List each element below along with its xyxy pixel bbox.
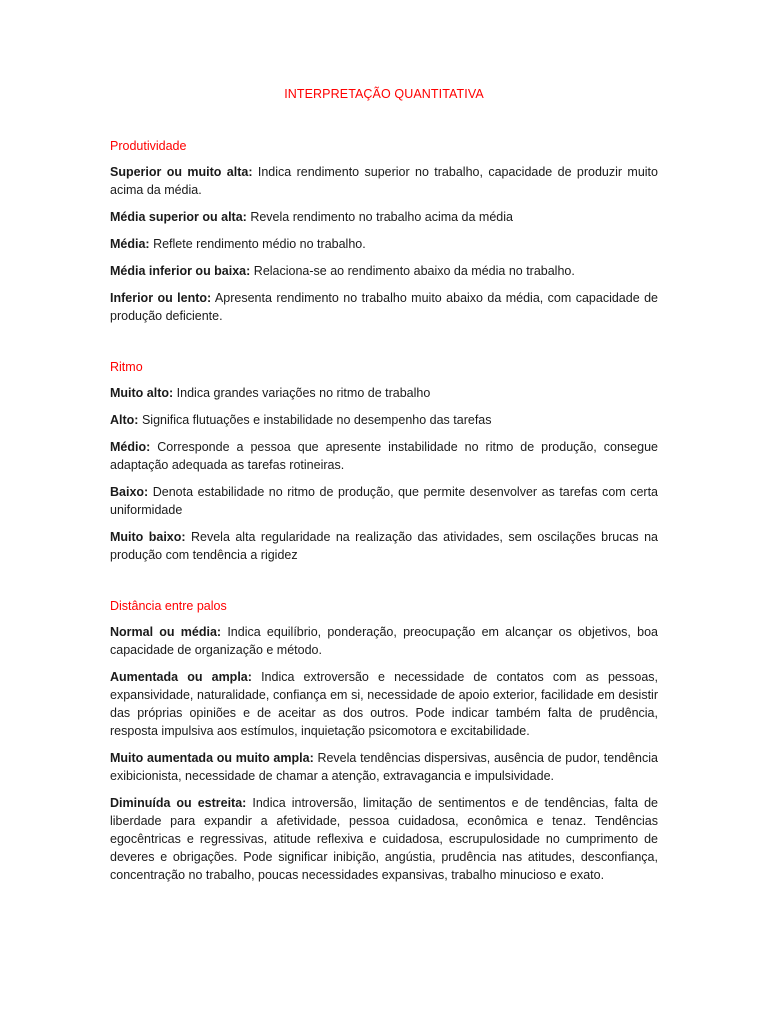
definition-text: Corresponde a pessoa que apresente instabilidade no ritmo de produção, consegue adaptação adequada as tarefas rotineiras. — [110, 440, 658, 472]
definition-item — [110, 411, 658, 429]
definition-text: Indica rendimento superior no trabalho, capacidade de produzir muito acima da média. — [110, 165, 658, 197]
definition-item — [110, 384, 658, 402]
definition-item — [110, 794, 658, 884]
definition-term: Muito alto: — [110, 386, 174, 400]
definition-term: Muito baixo: — [110, 530, 186, 544]
section-produtividade — [110, 138, 658, 325]
definition-term: Baixo: — [110, 485, 149, 499]
definition-text: Revela alta regularidade na realização das atividades, sem oscilações brucas na produção com tendência a rigidez — [110, 530, 658, 562]
definition-item — [110, 235, 658, 253]
definition-term: Média superior ou alta: — [110, 210, 247, 224]
definition-text: Relaciona-se ao rendimento abaixo da média no trabalho. — [253, 264, 575, 278]
definition-item — [110, 749, 658, 785]
definition-text: Revela rendimento no trabalho acima da média — [250, 210, 513, 224]
definition-term: Inferior ou lento: — [110, 291, 212, 305]
definition-term: Médio: — [110, 440, 151, 454]
definition-item — [110, 623, 658, 659]
definition-item — [110, 208, 658, 226]
definition-text: Significa flutuações e instabilidade no desempenho das tarefas — [141, 413, 492, 427]
definition-term: Diminuída ou estreita: — [110, 796, 247, 810]
definition-text: Apresenta rendimento no trabalho muito abaixo da média, com capacidade de produção deficiente. — [110, 291, 658, 323]
definition-term: Superior ou muito alta: — [110, 165, 253, 179]
definition-item — [110, 668, 658, 740]
definition-term: Muito aumentada ou muito ampla: — [110, 751, 314, 765]
section-heading: Produtividade — [110, 139, 187, 153]
definition-item — [110, 438, 658, 474]
definition-item — [110, 289, 658, 325]
definition-text: Reflete rendimento médio no trabalho. — [153, 237, 366, 251]
definition-text: Denota estabilidade no ritmo de produção, que permite desenvolver as tarefas com certa uniformidade — [110, 485, 658, 517]
definition-text: Indica equilíbrio, ponderação, preocupação em alcançar os objetivos, boa capacidade de organização e método. — [110, 625, 658, 657]
section-distancia-entre-palos — [110, 598, 658, 884]
definition-item — [110, 483, 658, 519]
section-ritmo — [110, 359, 658, 564]
definition-term: Alto: — [110, 413, 139, 427]
section-heading: Distância entre palos — [110, 599, 227, 613]
definition-item — [110, 163, 658, 199]
document-title: INTERPRETAÇÃO QUANTITATIVA — [284, 87, 484, 101]
definition-term: Média inferior ou baixa: — [110, 264, 251, 278]
definition-term: Aumentada ou ampla: — [110, 670, 252, 684]
definition-text: Revela tendências dispersivas, ausência de pudor, tendência exibicionista, necessidade de chamar a atenção, extravagancia e impulsividade. — [110, 751, 658, 783]
definition-text: Indica grandes variações no ritmo de trabalho — [176, 386, 431, 400]
section-heading: Ritmo — [110, 360, 143, 374]
definition-term: Normal ou média: — [110, 625, 222, 639]
definition-text: Indica introversão, limitação de sentimentos e de tendências, falta de liberdade para expandir a afetividade, pessoa cuidadosa, econômica e tenaz. Tendências egocêntricas e regressivas, atitude reflexiva e cuidadosa, escrupulosidade no cumprimento de deveres e obrigações. Pode significar inibição, angústia, prudência nas atitudes, desconfiança, concentração no trabalho, poucas necessidades expansivas, trabalho minucioso e exato. — [110, 796, 658, 882]
definition-term: Média: — [110, 237, 150, 251]
definition-text: Indica extroversão e necessidade de contatos com as pessoas, expansividade, naturalidade, confiança em si, necessidade de apoio exterior, facilidade em desistir das próprias opiniões e de aceitar as dos outros. Pode indicar também falta de prudência, resposta impulsiva aos estímulos, inquietação psicomotora e excitabilidade. — [110, 670, 658, 738]
document-page — [110, 86, 658, 918]
definition-item — [110, 262, 658, 280]
definition-item — [110, 528, 658, 564]
